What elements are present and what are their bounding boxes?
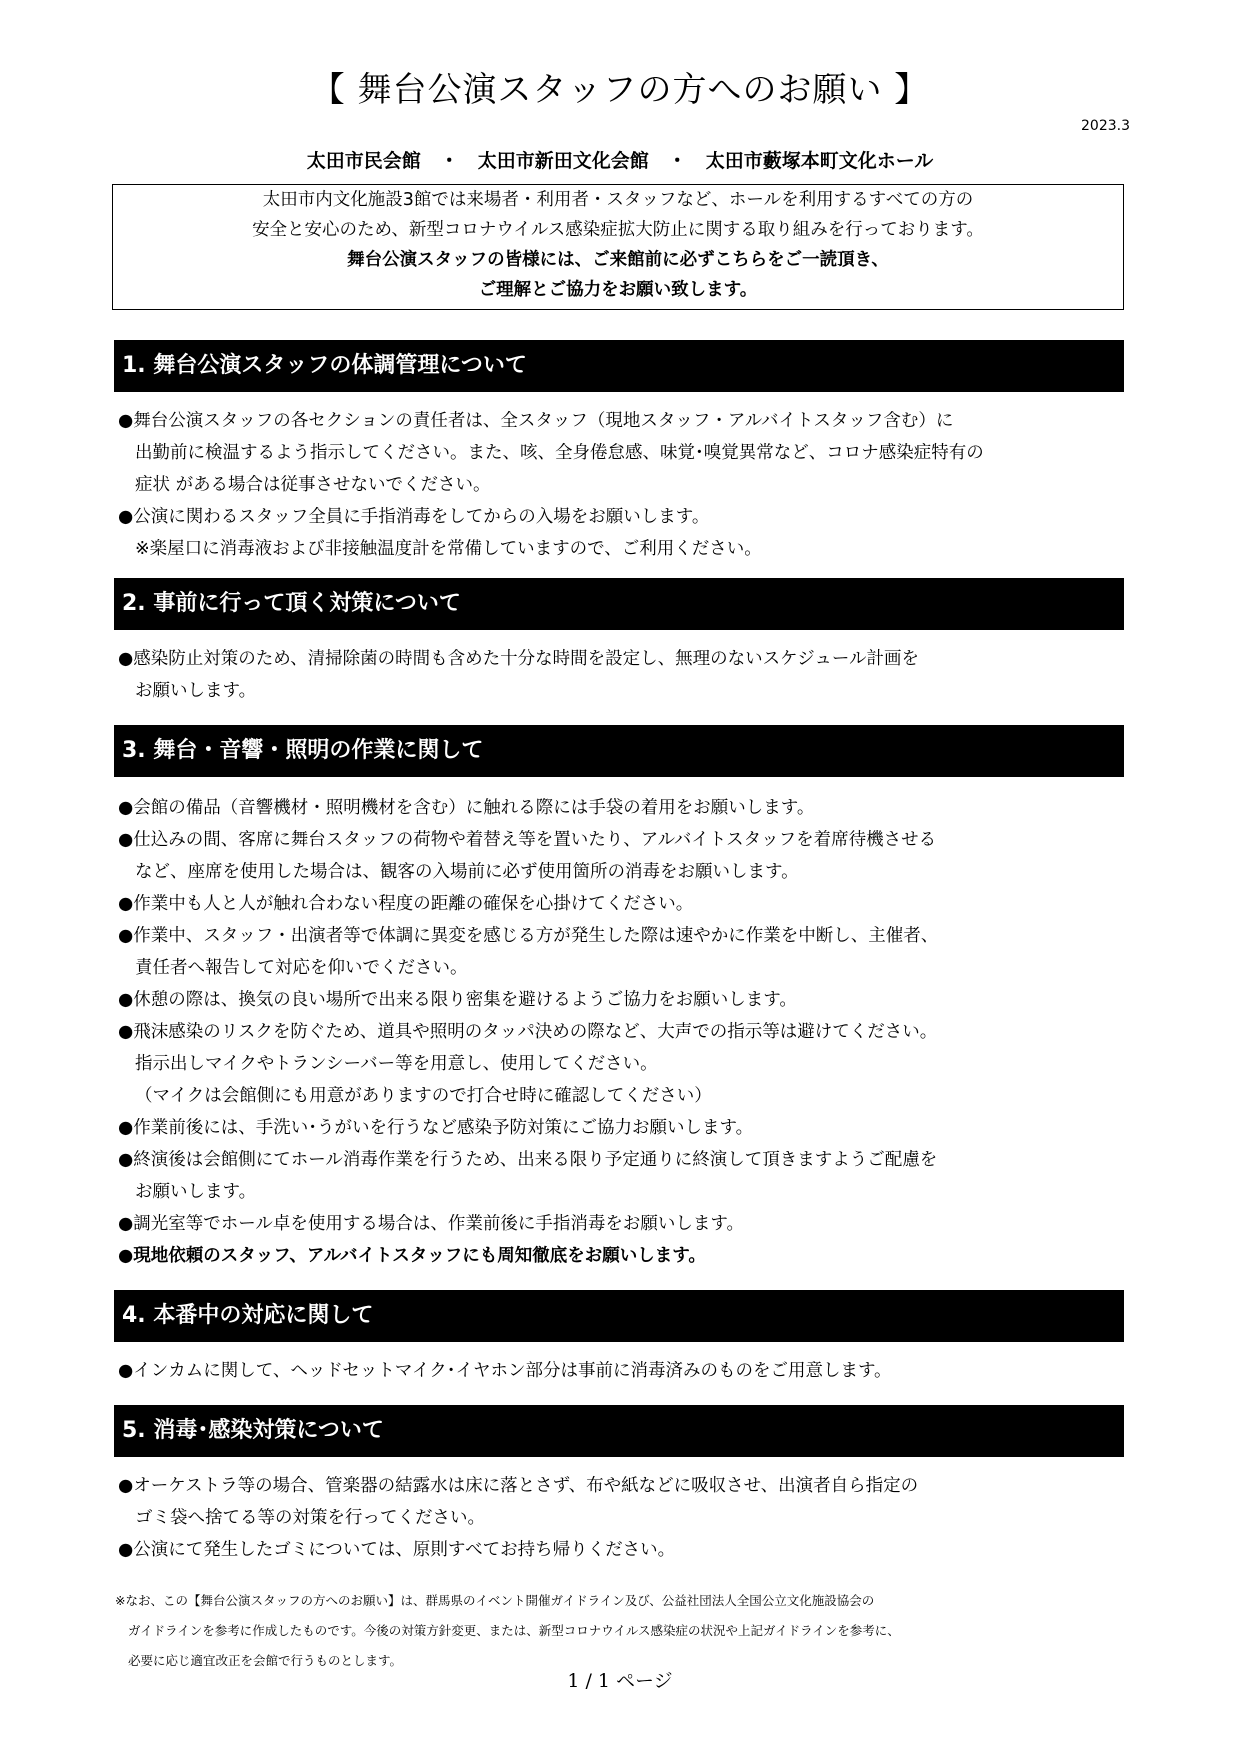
body-line: ●オーケストラ等の場合、管楽器の結露水は床に落とさず、布や紙などに吸収させ、出演者自ら指定の [118,1476,919,1496]
footnote-line: 必要に応じ適宜改正を会館で行うものとします。 [128,1653,403,1668]
body-line: （マイクは会館側にも用意がありますので打合せ時に確認してください） [135,1086,712,1106]
intro-line-bold: ご理解とご協力をお願い致します。 [478,280,758,300]
footnote-line: ガイドラインを参考に作成したものです。今後の対策方針変更、または、新型コロナウイルス感染症の状況や上記ガイドラインを参考に、 [128,1623,900,1638]
body-line: 責任者へ報告して対応を仰いでください。 [135,958,468,978]
section-3-heading: 3. 舞台・音響・照明の作業に関して [114,725,1124,777]
body-line: お願いします。 [135,1182,257,1202]
intro-line-bold: 舞台公演スタッフの皆様には、ご来館前に必ずこちらをご一読頂き、 [347,250,889,270]
body-line: ●感染防止対策のため、清掃除菌の時間も含めた十分な時間を設定し、無理のないスケジュール計画を [118,649,920,669]
section-5-body [118,1470,1118,1566]
body-line: ※楽屋口に消毒液および非接触温度計を常備していますので、ご利用ください。 [135,539,762,559]
body-line: ゴミ袋へ捨てる等の対策を行ってください。 [135,1508,485,1528]
section-2-heading: 2. 事前に行って頂く対策について [114,578,1124,630]
page-number: 1 / 1 ページ [567,1670,673,1692]
intro-box [112,184,1124,310]
section-4-body [118,1355,1118,1387]
intro-line: 安全と安心のため、新型コロナウイルス感染症拡大防止に関する取り組みを行っております。 [252,220,984,240]
section-2-body [118,643,1118,707]
page-title: 【 舞台公演スタッフの方へのお願い 】 [310,70,930,110]
body-line: ●飛沫感染のリスクを防ぐため、道具や照明のタッパ決めの際など、大声での指示等は避けてください。 [118,1022,938,1042]
section-4-heading: 4. 本番中の対応に関して [114,1290,1124,1342]
body-line: ●仕込みの間、客席に舞台スタッフの荷物や着替え等を置いたり、アルバイトスタッフを着席待機させる [118,830,937,850]
body-line: ●インカムに関して、ヘッドセットマイク･イヤホン部分は事前に消毒済みのものをご用意します。 [118,1361,892,1381]
body-line: ●作業中も人と人が触れ合わない程度の距離の確保を心掛けてください。 [118,894,694,914]
body-line: 指示出しマイクやトランシーバー等を用意し、使用してください。 [135,1054,658,1074]
body-line: ●公演に関わるスタッフ全員に手指消毒をしてからの入場をお願いします。 [118,507,710,527]
body-line: ●会館の備品（音響機材・照明機材を含む）に触れる際には手袋の着用をお願いします。 [118,798,815,818]
section-1-heading: 1. 舞台公演スタッフの体調管理について [114,340,1124,392]
issue-date: 2023.3 [1081,118,1130,134]
body-line: ●休憩の際は、換気の良い場所で出来る限り密集を避けるようご協力をお願いします。 [118,990,797,1010]
body-line-bold: ●現地依頼のスタッフ、アルバイトスタッフにも周知徹底をお願いします。 [118,1246,706,1266]
body-line: ●作業前後には、手洗い･うがいを行うなど感染予防対策にご協力お願いします。 [118,1118,754,1138]
section-5-heading: 5. 消毒･感染対策について [114,1405,1124,1457]
footnote-line: ※なお、この【舞台公演スタッフの方へのお願い】は、群馬県のイベント開催ガイドライン及び、公益社団法人全国公立文化施設協会の [115,1593,875,1608]
body-line: ●調光室等でホール卓を使用する場合は、作業前後に手指消毒をお願いします。 [118,1214,745,1234]
section-3-body [118,792,1118,1272]
body-line: 症状 がある場合は従事させないでください。 [135,475,491,495]
footnote [115,1586,900,1676]
body-line: ●公演にて発生したゴミについては、原則すべてお持ち帰りください。 [118,1540,676,1560]
venue-list: 太田市民会館 ・ 太田市新田文化会館 ・ 太田市藪塚本町文化ホール [306,150,934,172]
body-line: ●舞台公演スタッフの各セクションの責任者は、全スタッフ（現地スタッフ・アルバイトスタッフ含む）に [118,411,954,431]
body-line: お願いします。 [135,681,257,701]
section-1-body [118,405,1118,565]
intro-line: 太田市内文化施設3館では来場者・利用者・スタッフなど、ホールを利用するすべての方の [262,190,974,210]
body-line: ●終演後は会館側にてホール消毒作業を行うため、出来る限り予定通りに終演して頂きますようご配慮を [118,1150,938,1170]
body-line: 出勤前に検温するよう指示してください。また、咳、全身倦怠感、味覚･嗅覚異常など、コロナ感染症特有の [135,443,984,463]
body-line: など、座席を使用した場合は、観客の入場前に必ず使用箇所の消毒をお願いします。 [135,862,799,882]
body-line: ●作業中、スタッフ・出演者等で体調に異変を感じる方が発生した際は速やかに作業を中断し、主催者、 [118,926,939,946]
